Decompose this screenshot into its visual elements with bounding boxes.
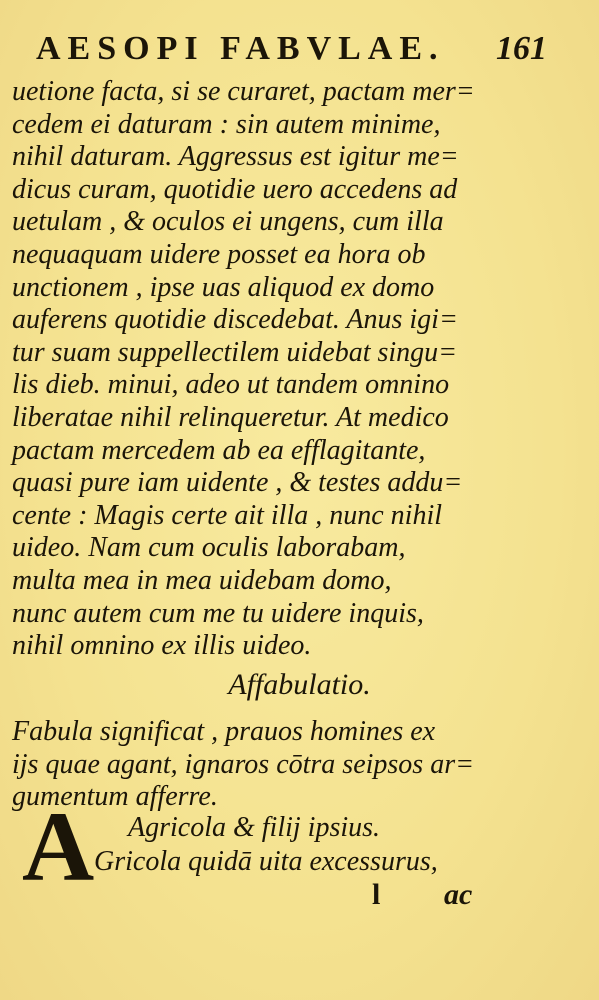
running-title: AESOPI FABVLAE. xyxy=(36,30,445,67)
fable-first-line: Gricola quidā uita excessurus, xyxy=(94,846,438,877)
catchword: ac xyxy=(444,878,473,911)
fable-body xyxy=(12,76,482,663)
text-line: cente : Magis certe ait illa , nunc nihil xyxy=(12,499,443,531)
text-line: uideo. Nam cum oculis laborabam, xyxy=(12,532,406,564)
text-line: tur suam suppellectilem uidebat singu= xyxy=(12,336,458,368)
page-number: 161 xyxy=(496,30,547,67)
text-line: quasi pure iam uidente , & testes addu= xyxy=(12,467,463,499)
text-line: auferens quotidie discedebat. Anus igi= xyxy=(12,304,458,336)
text-line: uetulam , & oculos ei ungens, cum illa xyxy=(12,206,444,238)
text-line: cedem ei daturam : sin autem minime, xyxy=(12,108,441,140)
text-line: dicus curam, quotidie uero accedens ad xyxy=(12,173,458,205)
text-line: nunc autem cum me tu uidere inquis, xyxy=(12,597,424,629)
signature-mark: l xyxy=(372,878,381,911)
running-header xyxy=(0,30,599,70)
drop-cap: A xyxy=(22,791,95,902)
text-line: Fabula significat , prauos homines ex xyxy=(12,716,436,747)
text-line: pactam mercedem ab ea efflagitante, xyxy=(12,434,426,466)
text-line: unctionem , ipse uas aliquod ex domo xyxy=(12,271,435,303)
text-line: multa mea in mea uidebam domo, xyxy=(12,564,392,596)
section-heading: Affabulatio. xyxy=(228,668,371,701)
text-line: nequaquam uidere posset ea hora ob xyxy=(12,238,426,270)
text-line: nihil omnino ex illis uideo. xyxy=(12,630,312,662)
fable-title: Agricola & filij ipsius. xyxy=(128,812,381,843)
text-line: ijs quae agant, ignaros cōtra seipsos ar= xyxy=(12,748,474,780)
text-line: liberatae nihil relinqueretur. At medico xyxy=(12,401,449,433)
text-line: nihil daturam. Aggressus est igitur me= xyxy=(12,141,459,173)
text-line: gumentum afferre. xyxy=(12,781,218,813)
text-line: uetione facta, si se curaret, pactam mer= xyxy=(12,76,475,107)
text-line: lis dieb. minui, adeo ut tandem omnino xyxy=(12,369,450,401)
